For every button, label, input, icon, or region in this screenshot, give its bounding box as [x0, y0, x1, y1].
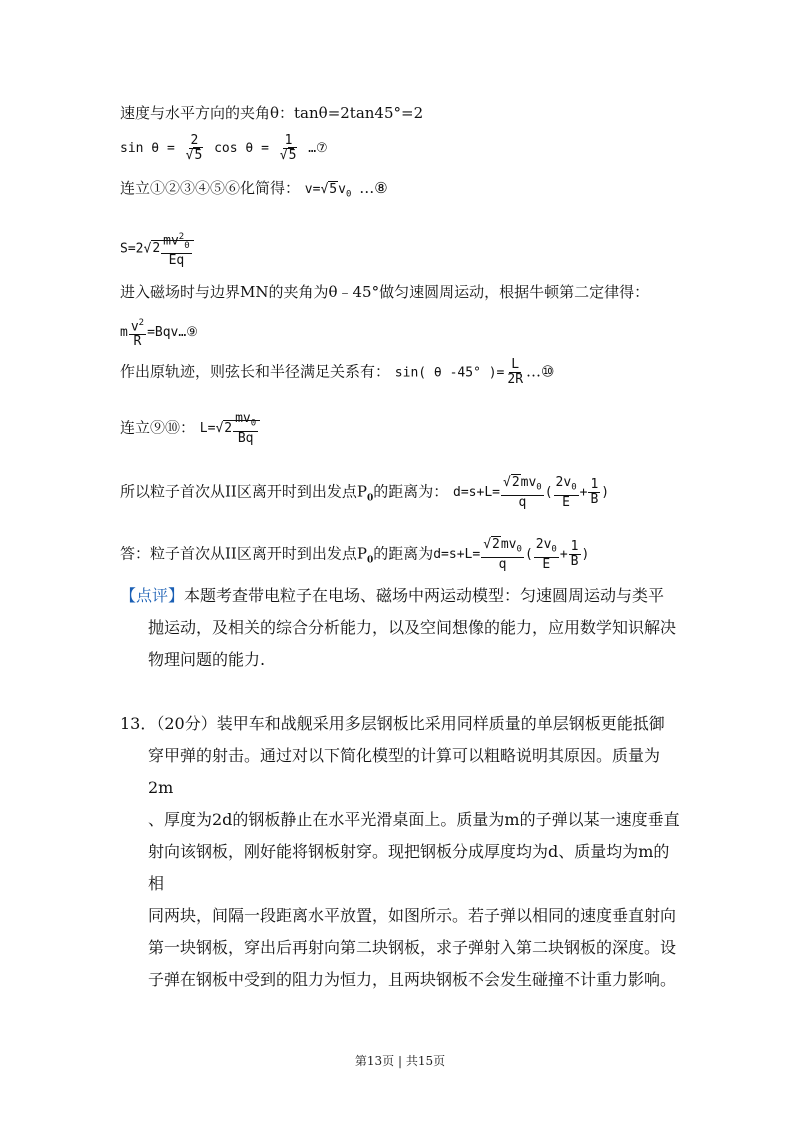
- answer-main-fraction: [481, 538, 524, 572]
- v-symbol: v: [338, 182, 346, 197]
- comment-line-1: [120, 580, 680, 612]
- distance-b-numerator: 1: [590, 477, 599, 493]
- distance-formula: [453, 475, 610, 510]
- p0-subscript: 0: [366, 493, 374, 504]
- newton-rhs: =Bqv…⑨: [147, 325, 198, 341]
- distance-b-denominator: B: [590, 492, 599, 508]
- question-13: [120, 708, 680, 996]
- l-fraction: [233, 412, 258, 446]
- cos-label: cos θ =: [214, 141, 269, 156]
- answer-radicand: 2: [492, 537, 500, 552]
- l-denominator: Bq: [237, 430, 254, 446]
- eq-number-7: …⑦: [308, 141, 328, 156]
- s-equals: S=2: [120, 241, 144, 257]
- question-line-5: 同两块，间隔一段距离水平放置，如图所示。若子弹以相同的速度垂直射向: [148, 906, 677, 925]
- question-line-3: 、厚度为2d的钢板静止在水平光滑桌面上。质量为m的子弹以某一速度垂直: [148, 810, 680, 829]
- answer-formula: [433, 537, 590, 572]
- sin-label: sin θ =: [120, 141, 175, 156]
- newton-line: [120, 316, 198, 349]
- sin-radicand: 5: [194, 148, 203, 163]
- distance-2v: 2v: [555, 475, 572, 490]
- s-radicand-2: 2: [152, 241, 161, 257]
- page-footer: 第13页 | 共15页: [354, 1054, 446, 1068]
- question-line-2: 穿甲弹的射击。通过对以下简化模型的计算可以粗略说明其原因。质量为2m: [148, 746, 661, 797]
- magnetic-text: 进入磁场时与边界MN的夹角为θ﹣45°做匀速圆周运动，根据牛顿第二定律得：: [120, 283, 650, 301]
- answer-2v: 2v: [535, 537, 552, 552]
- distance-main-denominator: q: [518, 494, 527, 510]
- l-num-sub: 0: [250, 418, 257, 429]
- cos-fraction: [278, 134, 300, 163]
- distance-mv-sub: 0: [536, 482, 542, 493]
- cos-numerator: 1: [284, 133, 293, 148]
- newton-sup: 2: [138, 318, 145, 328]
- answer-2v-sub: 0: [551, 544, 557, 555]
- distance-radicand: 2: [511, 475, 520, 490]
- v-subscript: 0: [345, 189, 352, 200]
- v-equals: v=: [304, 182, 321, 197]
- angle-line: [120, 103, 423, 123]
- distance-e-fraction: [554, 476, 579, 510]
- sin-numerator: 2: [190, 133, 199, 148]
- eq-number-8: …⑧: [359, 179, 388, 197]
- chord-fraction: [505, 358, 525, 387]
- answer-p0-subscript: 0: [366, 555, 374, 566]
- simplify-text: 连立①②③④⑤⑥化简得：: [120, 179, 301, 197]
- comment-line-2: 抛运动，及相关的综合分析能力，以及空间想像的能力，应用数学知识解决: [148, 618, 677, 637]
- answer-b-fraction: [569, 540, 581, 569]
- answer-b-denominator: B: [570, 554, 579, 570]
- d-equals: d=s+L=: [453, 485, 500, 501]
- question-line-6: 第一块钢板，穿出后再射向第二块钢板，求子弹射入第二块钢板的深度。设: [148, 938, 677, 957]
- answer-main-denominator: q: [498, 556, 507, 572]
- answer-e-fraction: [534, 538, 559, 572]
- answer-plus-sign: +: [559, 547, 568, 563]
- chord-numerator: L: [511, 357, 520, 372]
- sin-denominator: √5: [185, 148, 203, 163]
- l-numerator: [233, 412, 258, 432]
- distance-line: [120, 476, 609, 510]
- chord-denominator: 2R: [507, 372, 524, 387]
- s-num-sup: 2: [178, 232, 185, 242]
- answer-line: [120, 538, 589, 572]
- angle-text: 速度与水平方向的夹角θ：tanθ=2tan45°=2: [120, 104, 424, 122]
- question-line-4: 射向该钢板，刚好能将钢板射穿。现把钢板分成厚度均为d、质量均为m的相: [148, 842, 670, 893]
- l-num-mv: mv: [235, 411, 251, 426]
- chord-line: [120, 358, 554, 387]
- answer-text-a: 答：粒子首次从II区离开时到出发点P: [120, 544, 367, 563]
- newton-denominator: R: [133, 334, 142, 350]
- newton-v: v: [130, 319, 139, 335]
- newton-numerator: [129, 316, 146, 335]
- answer-paren-close: ): [581, 547, 590, 563]
- distance-text-a: 所以粒子首次从II区离开时到出发点P: [120, 482, 367, 501]
- paren-close: ): [601, 485, 610, 501]
- distance-2v-sub: 0: [571, 482, 577, 493]
- combine-text: 连立⑨⑩：: [120, 418, 196, 437]
- velocity-formula: $v=√5v_0$: [304, 182, 352, 200]
- l-equals: L=: [199, 421, 216, 437]
- answer-b-numerator: 1: [570, 539, 579, 555]
- answer-main-numerator: $√2mv_0$: [481, 538, 524, 558]
- s-denominator: Eq: [168, 252, 185, 268]
- question-line-1: 13．（20分）装甲车和战舰采用多层钢板比采用同样质量的单层钢板更能抵御: [120, 714, 665, 733]
- eq-number-10: …⑩: [526, 362, 555, 381]
- newton-fraction: [129, 316, 146, 349]
- cos-denominator: √5: [279, 148, 297, 163]
- answer-mv-sub: 0: [516, 544, 522, 555]
- s-num-sub: 0: [184, 240, 190, 251]
- comment-block: [120, 580, 680, 676]
- comment-text-1: 本题考查带电粒子在电场、磁场中两运动模型：匀速圆周运动与类平: [184, 586, 665, 605]
- simplify-line: [120, 178, 388, 205]
- sin-fraction: [184, 134, 206, 163]
- s-numerator: [161, 230, 192, 254]
- answer-d-equals: d=s+L=: [433, 547, 481, 563]
- s-formula-line: S=2√2 $\frac{mv^2_0}{Eq}$: [120, 230, 194, 268]
- answer-e-numerator: [534, 538, 559, 558]
- distance-main-fraction: [501, 476, 544, 510]
- radicand-5: 5: [329, 182, 338, 197]
- answer-mv: mv: [500, 537, 517, 552]
- plus-sign: +: [579, 485, 588, 501]
- distance-mv: mv: [520, 475, 537, 490]
- chord-text: 作出原轨迹，则弦长和半径满足关系有：: [120, 362, 391, 381]
- comment-tag: 【点评】: [120, 586, 185, 605]
- distance-main-numerator: $√2mv_0$: [501, 476, 544, 496]
- question-line-7: 子弹在钢板中受到的阻力为恒力，且两块钢板不会发生碰撞不计重力影响。: [148, 970, 677, 989]
- distance-e-numerator: [554, 476, 579, 496]
- distance-e-denominator: E: [562, 494, 570, 510]
- comment-line-3: 物理问题的能力.: [148, 650, 266, 669]
- l-radicand-2: 2: [224, 421, 233, 437]
- magnetic-line: [120, 282, 649, 302]
- l-formula: L=√2 $\frac{mv_0}{Bq}$: [200, 421, 260, 436]
- cos-radicand: 5: [288, 148, 297, 163]
- m-symbol: m: [120, 325, 128, 341]
- answer-text-b: 的距离为: [373, 544, 434, 563]
- distance-text-b: 的距离为：: [373, 482, 449, 501]
- l-formula-line: [120, 412, 260, 446]
- distance-b-fraction: [588, 478, 600, 507]
- sin-cos-line: [120, 134, 328, 163]
- s-num-mv: mv: [163, 233, 179, 249]
- answer-e-denominator: E: [542, 556, 551, 572]
- paren-open: (: [544, 485, 553, 501]
- answer-paren-open: (: [524, 547, 533, 563]
- s-fraction: [161, 230, 192, 268]
- chord-sin: sin( θ -45° )=: [394, 365, 505, 381]
